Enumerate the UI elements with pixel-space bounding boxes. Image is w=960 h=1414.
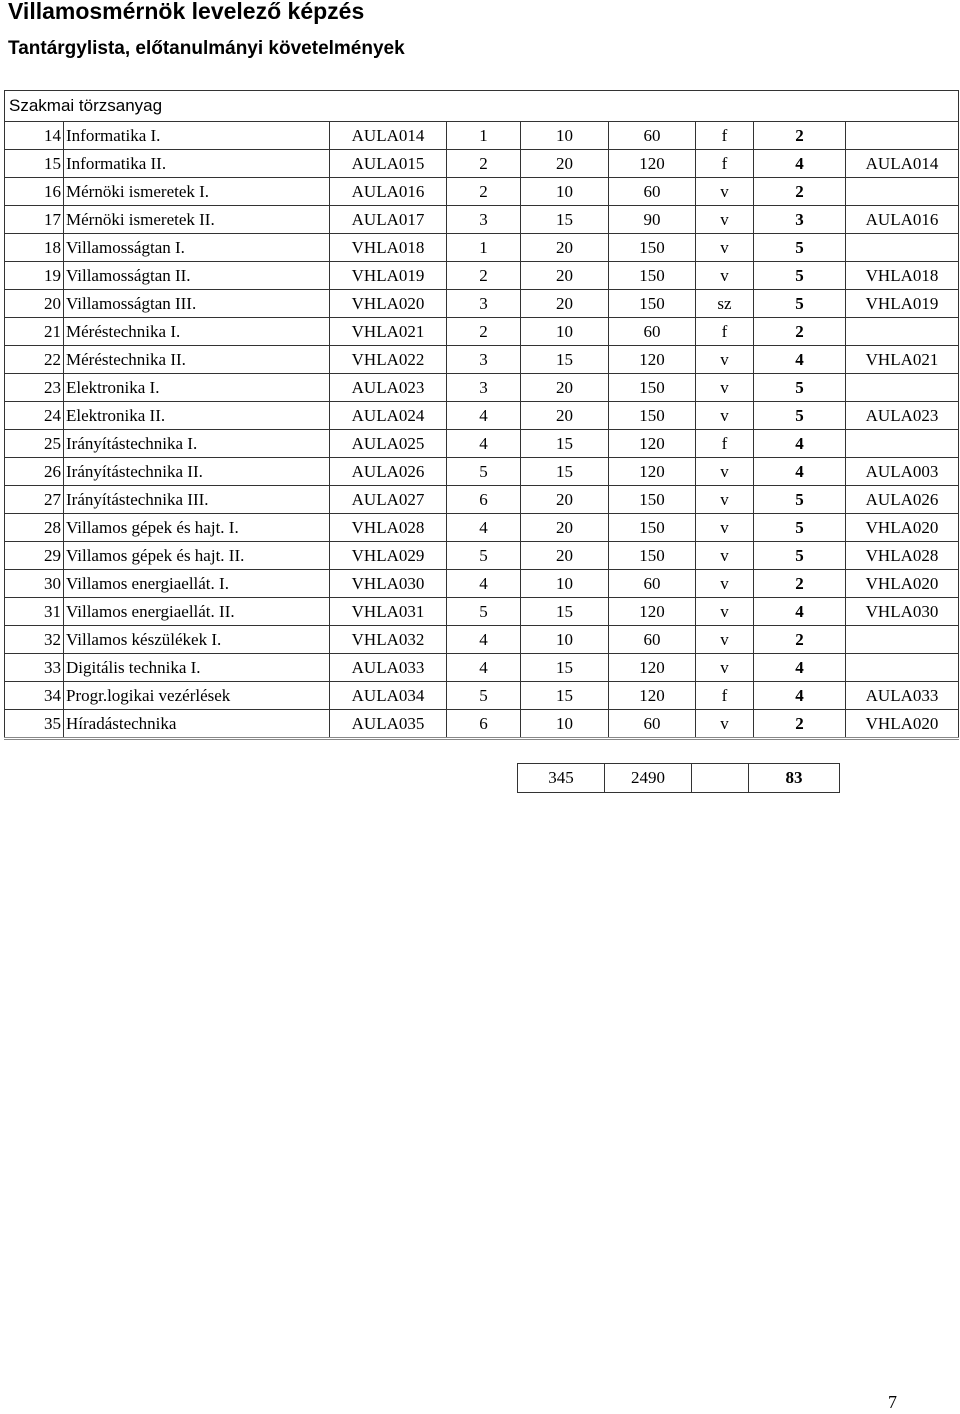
table-row	[5, 654, 959, 682]
exam-type-cell: f	[696, 430, 754, 458]
prerequisite-cell: VHLA020	[846, 710, 959, 739]
table-row	[5, 626, 959, 654]
semester-cell: 4	[447, 626, 521, 654]
exam-type-cell: v	[696, 262, 754, 290]
semester-cell: 6	[447, 710, 521, 739]
page-number: 7	[888, 1392, 897, 1412]
total-hours-cell: 60	[609, 178, 696, 206]
weekly-hours-cell: 20	[521, 542, 609, 570]
prerequisite-cell: VHLA019	[846, 290, 959, 318]
weekly-hours-cell: 20	[521, 402, 609, 430]
table-row	[5, 178, 959, 206]
total-hours: 345	[518, 764, 605, 793]
semester-cell: 4	[447, 570, 521, 598]
course-name-cell: Mérnöki ismeretek I.	[64, 178, 330, 206]
course-code-cell: AULA027	[330, 486, 447, 514]
exam-type-cell: v	[696, 598, 754, 626]
prerequisite-cell	[846, 318, 959, 346]
total-hours-cell: 120	[609, 654, 696, 682]
row-number-cell: 20	[5, 290, 64, 318]
semester-cell: 5	[447, 598, 521, 626]
credits-cell: 5	[754, 262, 846, 290]
row-number-cell: 34	[5, 682, 64, 710]
exam-type-cell: v	[696, 234, 754, 262]
table-row	[5, 318, 959, 346]
course-name-cell: Informatika II.	[64, 150, 330, 178]
course-name-cell: Informatika I.	[64, 122, 330, 150]
prerequisite-cell: VHLA030	[846, 598, 959, 626]
course-table	[4, 90, 959, 740]
course-name-cell: Villamos gépek és hajt. I.	[64, 514, 330, 542]
section-header-row	[5, 91, 959, 122]
semester-cell: 1	[447, 122, 521, 150]
prerequisite-cell	[846, 122, 959, 150]
course-name-cell: Méréstechnika II.	[64, 346, 330, 374]
credits-cell: 2	[754, 710, 846, 739]
course-code-cell: AULA016	[330, 178, 447, 206]
credits-cell: 5	[754, 486, 846, 514]
exam-type-cell: v	[696, 570, 754, 598]
course-code-cell: VHLA031	[330, 598, 447, 626]
row-number-cell: 23	[5, 374, 64, 402]
course-code-cell: VHLA022	[330, 346, 447, 374]
course-name-cell: Villamosságtan III.	[64, 290, 330, 318]
total-hours-cell: 120	[609, 458, 696, 486]
row-number-cell: 30	[5, 570, 64, 598]
weekly-hours-cell: 20	[521, 290, 609, 318]
credits-cell: 4	[754, 430, 846, 458]
course-name-cell: Híradástechnika	[64, 710, 330, 739]
weekly-hours-cell: 15	[521, 206, 609, 234]
semester-cell: 5	[447, 458, 521, 486]
row-number-cell: 14	[5, 122, 64, 150]
credits-cell: 2	[754, 570, 846, 598]
semester-cell: 3	[447, 290, 521, 318]
row-number-cell: 25	[5, 430, 64, 458]
semester-cell: 3	[447, 346, 521, 374]
table-row	[5, 374, 959, 402]
table-row	[5, 570, 959, 598]
credits-cell: 4	[754, 682, 846, 710]
course-name-cell: Villamos készülékek I.	[64, 626, 330, 654]
semester-cell: 4	[447, 402, 521, 430]
course-name-cell: Villamos gépek és hajt. II.	[64, 542, 330, 570]
table-row	[5, 710, 959, 739]
course-name-cell: Villamos energiaellát. I.	[64, 570, 330, 598]
weekly-hours-cell: 15	[521, 682, 609, 710]
prerequisite-cell: VHLA020	[846, 514, 959, 542]
semester-cell: 4	[447, 514, 521, 542]
document-title: Villamosmérnök levelező képzés	[8, 0, 365, 24]
course-code-cell: VHLA021	[330, 318, 447, 346]
table-row	[5, 430, 959, 458]
weekly-hours-cell: 20	[521, 150, 609, 178]
semester-cell: 6	[447, 486, 521, 514]
total-hours-cell: 150	[609, 374, 696, 402]
semester-cell: 3	[447, 374, 521, 402]
course-code-cell: VHLA028	[330, 514, 447, 542]
table-row	[5, 262, 959, 290]
row-number-cell: 18	[5, 234, 64, 262]
totals-row	[518, 764, 840, 793]
credits-cell: 2	[754, 122, 846, 150]
prerequisite-cell	[846, 178, 959, 206]
weekly-hours-cell: 20	[521, 486, 609, 514]
course-code-cell: AULA034	[330, 682, 447, 710]
semester-cell: 2	[447, 318, 521, 346]
course-name-cell: Elektronika I.	[64, 374, 330, 402]
course-name-cell: Villamosságtan I.	[64, 234, 330, 262]
credits-cell: 2	[754, 626, 846, 654]
exam-type-cell: v	[696, 374, 754, 402]
course-code-cell: AULA025	[330, 430, 447, 458]
total-hours-cell: 150	[609, 542, 696, 570]
table-row	[5, 514, 959, 542]
section-title: Szakmai törzsanyag	[5, 91, 959, 122]
row-number-cell: 21	[5, 318, 64, 346]
table-row	[5, 486, 959, 514]
weekly-hours-cell: 20	[521, 234, 609, 262]
table-row	[5, 346, 959, 374]
table-row	[5, 598, 959, 626]
course-name-cell: Villamos energiaellát. II.	[64, 598, 330, 626]
row-number-cell: 24	[5, 402, 64, 430]
table-row	[5, 458, 959, 486]
weekly-hours-cell: 10	[521, 318, 609, 346]
row-number-cell: 15	[5, 150, 64, 178]
course-name-cell: Irányítástechnika I.	[64, 430, 330, 458]
table-row	[5, 402, 959, 430]
row-number-cell: 32	[5, 626, 64, 654]
course-code-cell: VHLA019	[330, 262, 447, 290]
semester-cell: 5	[447, 682, 521, 710]
semester-cell: 4	[447, 654, 521, 682]
weekly-hours-cell: 10	[521, 626, 609, 654]
exam-type-cell: f	[696, 682, 754, 710]
total-hours-cell: 60	[609, 626, 696, 654]
weekly-hours-cell: 15	[521, 654, 609, 682]
semester-cell: 5	[447, 542, 521, 570]
exam-type-cell: f	[696, 122, 754, 150]
credits-cell: 5	[754, 290, 846, 318]
prerequisite-cell: VHLA020	[846, 570, 959, 598]
weekly-hours-cell: 10	[521, 122, 609, 150]
course-name-cell: Villamosságtan II.	[64, 262, 330, 290]
course-name-cell: Irányítástechnika II.	[64, 458, 330, 486]
semester-cell: 4	[447, 430, 521, 458]
total-credits: 83	[749, 764, 840, 793]
total-hours-cell: 60	[609, 710, 696, 739]
total-hours-cell: 60	[609, 570, 696, 598]
course-name-cell: Elektronika II.	[64, 402, 330, 430]
exam-type-cell: v	[696, 346, 754, 374]
totals-spacer	[692, 764, 749, 793]
weekly-hours-cell: 20	[521, 374, 609, 402]
total-hours-cell: 150	[609, 234, 696, 262]
exam-type-cell: sz	[696, 290, 754, 318]
credits-cell: 5	[754, 542, 846, 570]
row-number-cell: 27	[5, 486, 64, 514]
exam-type-cell: v	[696, 710, 754, 739]
exam-type-cell: v	[696, 402, 754, 430]
total-hours-cell: 90	[609, 206, 696, 234]
course-code-cell: AULA017	[330, 206, 447, 234]
weekly-hours-cell: 15	[521, 346, 609, 374]
course-code-cell: AULA024	[330, 402, 447, 430]
exam-type-cell: v	[696, 654, 754, 682]
credits-cell: 2	[754, 178, 846, 206]
weekly-hours-cell: 10	[521, 710, 609, 739]
prerequisite-cell	[846, 654, 959, 682]
weekly-hours-cell: 15	[521, 430, 609, 458]
course-name-cell: Irányítástechnika III.	[64, 486, 330, 514]
table-row	[5, 542, 959, 570]
credits-cell: 5	[754, 514, 846, 542]
document-subtitle: Tantárgylista, előtanulmányi követelmények	[8, 38, 405, 59]
row-number-cell: 16	[5, 178, 64, 206]
total-hours-cell: 120	[609, 682, 696, 710]
course-name-cell: Méréstechnika I.	[64, 318, 330, 346]
weekly-hours-cell: 15	[521, 458, 609, 486]
total-hours-cell: 120	[609, 150, 696, 178]
total-hours-cell: 150	[609, 290, 696, 318]
table-row	[5, 234, 959, 262]
totals-table	[517, 763, 840, 793]
exam-type-cell: v	[696, 514, 754, 542]
total-hours-cell: 150	[609, 486, 696, 514]
prerequisite-cell: VHLA021	[846, 346, 959, 374]
exam-type-cell: v	[696, 542, 754, 570]
exam-type-cell: v	[696, 626, 754, 654]
course-code-cell: VHLA030	[330, 570, 447, 598]
prerequisite-cell	[846, 234, 959, 262]
prerequisite-cell: VHLA018	[846, 262, 959, 290]
semester-cell: 2	[447, 178, 521, 206]
course-code-cell: AULA035	[330, 710, 447, 739]
row-number-cell: 33	[5, 654, 64, 682]
table-row	[5, 682, 959, 710]
credits-cell: 5	[754, 402, 846, 430]
prerequisite-cell: AULA026	[846, 486, 959, 514]
total-hours-cell: 150	[609, 514, 696, 542]
credits-cell: 5	[754, 374, 846, 402]
exam-type-cell: v	[696, 178, 754, 206]
credits-cell: 4	[754, 346, 846, 374]
prerequisite-cell	[846, 430, 959, 458]
table-row	[5, 290, 959, 318]
weekly-hours-cell: 20	[521, 514, 609, 542]
credits-cell: 5	[754, 234, 846, 262]
prerequisite-cell	[846, 626, 959, 654]
prerequisite-cell: VHLA028	[846, 542, 959, 570]
total-sum: 2490	[605, 764, 692, 793]
total-hours-cell: 120	[609, 430, 696, 458]
credits-cell: 3	[754, 206, 846, 234]
course-code-cell: AULA023	[330, 374, 447, 402]
credits-cell: 4	[754, 654, 846, 682]
weekly-hours-cell: 20	[521, 262, 609, 290]
row-number-cell: 29	[5, 542, 64, 570]
course-code-cell: AULA033	[330, 654, 447, 682]
weekly-hours-cell: 10	[521, 570, 609, 598]
total-hours-cell: 60	[609, 318, 696, 346]
prerequisite-cell: AULA014	[846, 150, 959, 178]
course-code-cell: VHLA020	[330, 290, 447, 318]
exam-type-cell: v	[696, 206, 754, 234]
credits-cell: 4	[754, 598, 846, 626]
course-name-cell: Progr.logikai vezérlések	[64, 682, 330, 710]
table-row	[5, 122, 959, 150]
credits-cell: 4	[754, 150, 846, 178]
semester-cell: 2	[447, 150, 521, 178]
course-code-cell: VHLA029	[330, 542, 447, 570]
prerequisite-cell: AULA023	[846, 402, 959, 430]
row-number-cell: 17	[5, 206, 64, 234]
row-number-cell: 19	[5, 262, 64, 290]
course-name-cell: Mérnöki ismeretek II.	[64, 206, 330, 234]
course-code-cell: AULA015	[330, 150, 447, 178]
course-code-cell: VHLA032	[330, 626, 447, 654]
total-hours-cell: 150	[609, 402, 696, 430]
credits-cell: 2	[754, 318, 846, 346]
row-number-cell: 35	[5, 710, 64, 739]
course-code-cell: AULA014	[330, 122, 447, 150]
semester-cell: 1	[447, 234, 521, 262]
total-hours-cell: 150	[609, 262, 696, 290]
credits-cell: 4	[754, 458, 846, 486]
weekly-hours-cell: 10	[521, 178, 609, 206]
semester-cell: 3	[447, 206, 521, 234]
row-number-cell: 31	[5, 598, 64, 626]
row-number-cell: 22	[5, 346, 64, 374]
prerequisite-cell: AULA003	[846, 458, 959, 486]
total-hours-cell: 120	[609, 346, 696, 374]
prerequisite-cell: AULA033	[846, 682, 959, 710]
semester-cell: 2	[447, 262, 521, 290]
exam-type-cell: v	[696, 486, 754, 514]
course-name-cell: Digitális technika I.	[64, 654, 330, 682]
row-number-cell: 26	[5, 458, 64, 486]
course-code-cell: VHLA018	[330, 234, 447, 262]
table-row	[5, 206, 959, 234]
exam-type-cell: f	[696, 318, 754, 346]
table-row	[5, 150, 959, 178]
course-code-cell: AULA026	[330, 458, 447, 486]
total-hours-cell: 120	[609, 598, 696, 626]
row-number-cell: 28	[5, 514, 64, 542]
exam-type-cell: f	[696, 150, 754, 178]
exam-type-cell: v	[696, 458, 754, 486]
weekly-hours-cell: 15	[521, 598, 609, 626]
total-hours-cell: 60	[609, 122, 696, 150]
prerequisite-cell: AULA016	[846, 206, 959, 234]
prerequisite-cell	[846, 374, 959, 402]
